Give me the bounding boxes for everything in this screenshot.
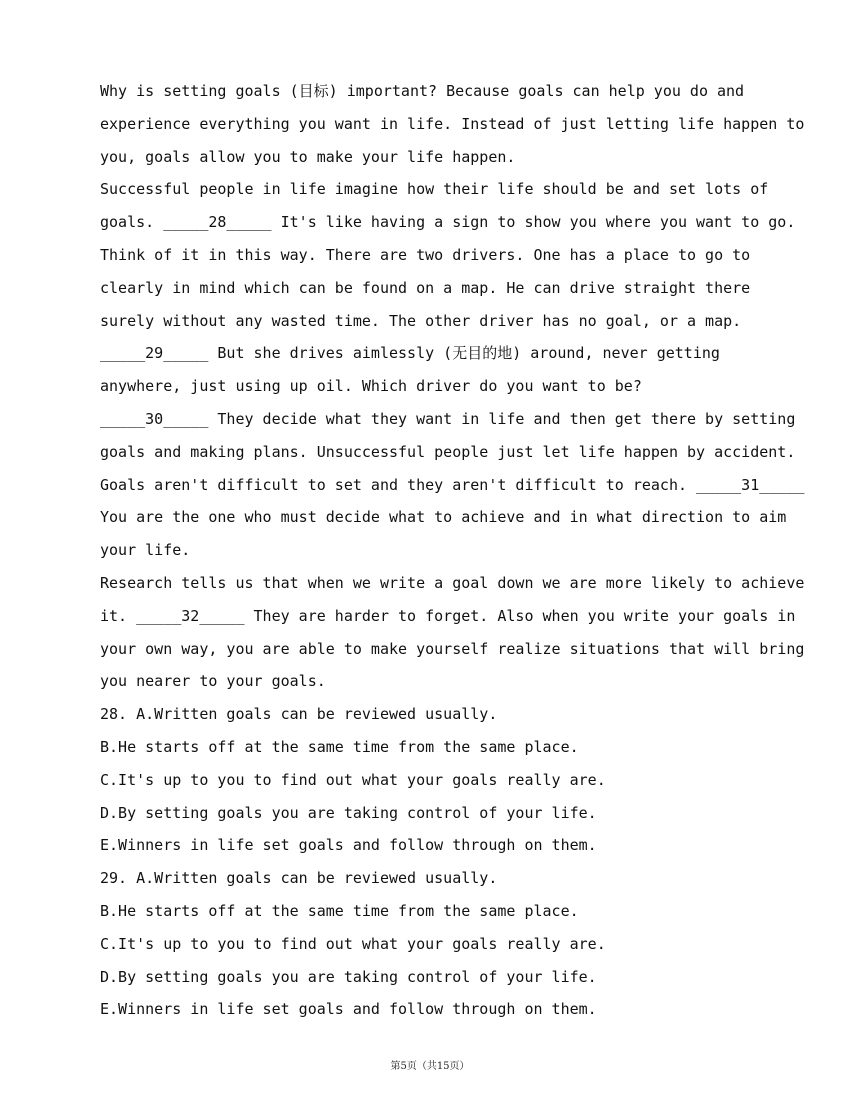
document-body [100, 75, 805, 1026]
text-line: goals. _____28_____ It's like having a sign to show you where you want to go. [100, 213, 796, 232]
text-line: You are the one who must decide what to achieve and in what direction to aim [100, 508, 787, 527]
text-line: clearly in mind which can be found on a map. He can drive straight there [100, 278, 751, 297]
text-line: Why is setting goals (目标) important? Because goals can help you do and [100, 82, 745, 100]
text-line: your life. [100, 541, 191, 560]
option-d: D.By setting goals you are taking control of your life. [100, 967, 597, 986]
option-d: D.By setting goals you are taking control of your life. [100, 803, 597, 822]
question-28: 28. A.Written goals can be reviewed usually. [100, 705, 498, 724]
text-line: _____30_____ They decide what they want in life and then get there by setting [100, 409, 796, 428]
text-line: _____29_____ But she drives aimlessly (无目的地) around, never getting [100, 344, 720, 363]
option-e: E.Winners in life set goals and follow through on them. [100, 836, 597, 855]
text-line: goals and making plans. Unsuccessful people just let life happen by accident. [100, 442, 796, 461]
text-line: Think of it in this way. There are two drivers. One has a place to go to [100, 245, 751, 264]
text-line: it. _____32_____ They are harder to forget. Also when you write your goals in [100, 606, 796, 625]
question-29: 29. A.Written goals can be reviewed usually. [100, 869, 498, 888]
text-line: Research tells us that when we write a goal down we are more likely to achieve [100, 573, 805, 592]
text-line: you nearer to your goals. [100, 672, 326, 691]
text-line: experience everything you want in life. Instead of just letting life happen to [100, 114, 805, 133]
option-c: C.It's up to you to find out what your goals really are. [100, 934, 606, 953]
text-line: you, goals allow you to make your life happen. [100, 147, 516, 166]
text-line: anywhere, just using up oil. Which driver do you want to be? [100, 377, 642, 396]
option-c: C.It's up to you to find out what your goals really are. [100, 770, 606, 789]
option-e: E.Winners in life set goals and follow through on them. [100, 1000, 597, 1019]
option-b: B.He starts off at the same time from the same place. [100, 737, 579, 756]
text-line: surely without any wasted time. The other driver has no goal, or a map. [100, 311, 742, 330]
text-line: Goals aren't difficult to set and they aren't difficult to reach. _____31_____ [100, 475, 805, 494]
text-line: Successful people in life imagine how their life should be and set lots of [100, 180, 769, 199]
page-footer: 第5页（共15页） [390, 1061, 470, 1072]
option-b: B.He starts off at the same time from the same place. [100, 901, 579, 920]
text-line: your own way, you are able to make yourself realize situations that will bring [100, 639, 805, 658]
